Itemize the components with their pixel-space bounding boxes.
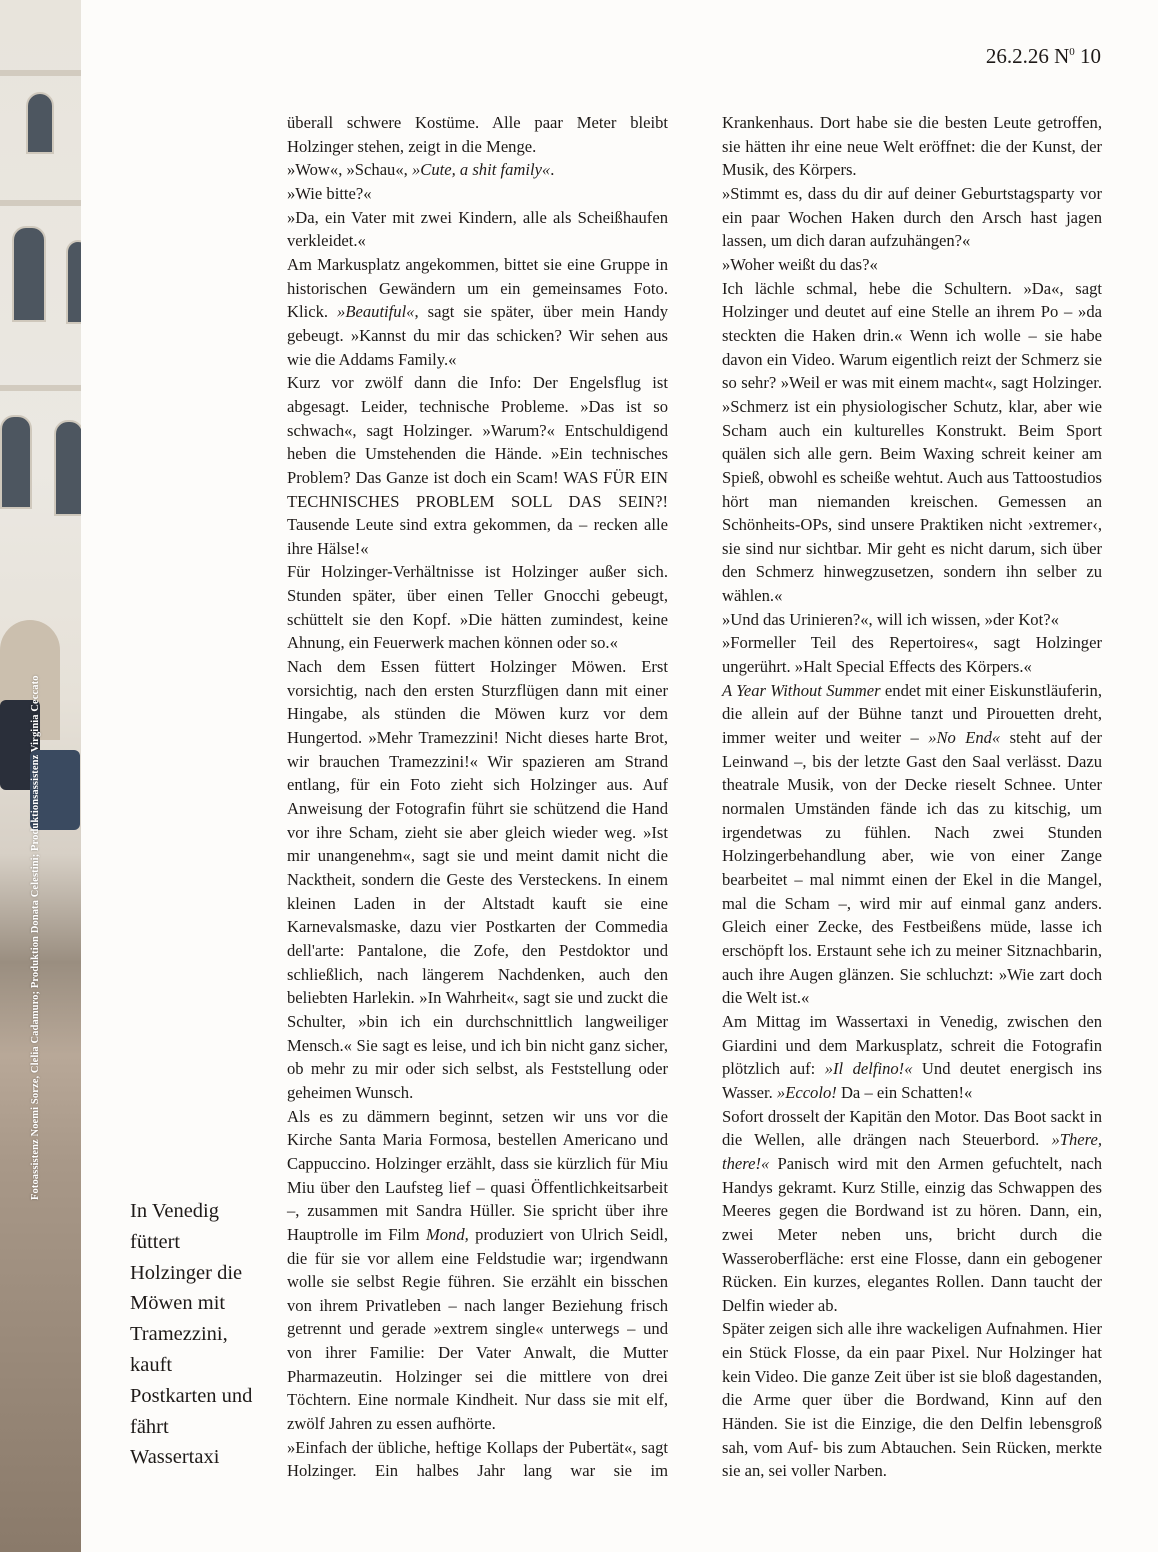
building-cornice (0, 200, 81, 206)
paragraph: Kurz vor zwölf dann die Info: Der Engelsflug ist abgesagt. Leider, technische Probleme. »Das ist so schwach«, sagt Holzinger. »Warum?« Entschuldigend heben die Umstehenden die Hände. »Ein technisches Problem? Das Ganze ist doch ein Scam! WAS FÜR EIN TECHNISCHES PROBLEM SOLL DAS SEIN?! Tausende Leute sind extra gekommen, da – recken alle ihre Hälse!« (287, 373, 668, 558)
building-window (54, 420, 81, 516)
paragraph: Ich lächle schmal, hebe die Schultern. »Da«, sagt Holzinger und deutet auf eine Stelle an ihrem Po – »da steckten die Haken drin.« Wenn ich wolle – sie habe davon ein Video. Warum eigentlich reizt der Schmerz sie so sehr? »Weil er was mit einem macht«, sagt Holzinger. »Schmerz ist ein physiologischer Schutz, klar, aber wie Scham auch ein kulturelles Konstrukt. Beim Sport quälen sich alle gern. Beim Waxing schreit keiner am Spieß, obwohl es scheiße wehtut. Auch aus Tattoostudios hört man niemanden kreischen. Gemessen an Schönheits-OPs, sind unsere Praktiken nicht ›extremer‹, sie sind nur sichtbar. Mir geht es nicht darum, sich über den Schmerz hinwegzusetzen, sondern ihn selber zu wählen.« (722, 278, 1102, 606)
article-column-2 (722, 111, 1102, 1483)
paragraph: »Woher weißt du das?« (722, 254, 878, 274)
building-window (26, 92, 54, 154)
building-cornice (0, 385, 81, 391)
paragraph: A Year Without Summer endet mit einer Eiskunstläuferin, die allein auf der Bühne tanzt und Pirouetten dreht, immer weiter und weiter – »No End« steht auf der Leinwand –, bis der letzte Gast den Saal verlässt. Dazu theatrale Musik, von der Decke rieselt Schnee. Unter normalen Umständen fände ich das zu kitschig, um irgendetwas zu fühlen. Nach zwei Stunden Holzingerbehandlung aber, wie von einer Zange bearbeitet – mal nimmt einen der Ekel in die Mangel, mal die Scham –, wird mir auf einmal ganz anders. Gleich einer Zecke, des Festbeißens müde, lasse ich erschöpft los. Erstaunt sehe ich zu meiner Sitznachbarin, auch ihre Augen glänzen. Sie schluchzt: »Wie zart doch die Welt ist.« (722, 680, 1102, 1008)
paragraph: »Da, ein Vater mit zwei Kindern, alle als Scheißhaufen verkleidet.« (287, 207, 668, 251)
paragraph: Am Mittag im Wassertaxi in Venedig, zwischen den Giardini und dem Markusplatz, schreit die Fotografin plötzlich auf: »Il delfino!« Und deutet energisch ins Wasser. »Eccolo! Da – ein Schatten!« (722, 1011, 1102, 1102)
building-cornice (0, 70, 81, 76)
building-window (0, 415, 32, 509)
building-window (12, 226, 46, 322)
paragraph: »Wie bitte?« (287, 183, 372, 203)
paragraph: »Formeller Teil des Repertoires«, sagt Holzinger ungerührt. »Halt Special Effects des Körpers.« (722, 633, 1102, 677)
article-column-1 (287, 111, 668, 1483)
paragraph: Sofort drosselt der Kapitän den Motor. Das Boot sackt in die Wellen, alle drängen nach Steuerbord. »There, there!« Panisch wird mit den Armen gefuchtelt, nach Handys gekramt. Kurz Stille, einzig das Schwappen des Meeres gegen die Bordwand ist zu hören. Dann, ein, zwei Meter neben uns, bricht durch die Wasseroberfläche: erst eine Flosse, dann ein gebogener Rücken. Ein kurzes, elegantes Rollen. Dann taucht der Delfin wieder ab. (722, 1106, 1102, 1315)
paragraph: »Stimmt es, dass du dir auf deiner Geburtstagsparty vor ein paar Wochen Haken durch den Arsch hast jagen lassen, um dich daran aufzuhängen?« (722, 183, 1102, 251)
photo-credit: Fotoassistenz Noemi Sorze, Clelia Cadamuro; Produktion Donata Celestini; Produktionsassistenz Virginia Ceccato (30, 675, 41, 1200)
paragraph: Nach dem Essen füttert Holzinger Möwen. Erst vorsichtig, nach den ersten Sturzflügen dann mit einer Hingabe, als stünden die Möwen kurz vor dem Hungertod. »Mehr Tramezzini! Nicht dieses harte Brot, wir brauchen Tramezzini!« Wir spazieren am Strand entlang, für ein Foto zieht sich Holzinger aus. Auf Anweisung der Fotografin führt sie schützend die Hand vor ihre Scham, zieht sie aber gleich wieder weg. »Ist mir unangenehm«, sagt sie und meint damit nicht die Nacktheit, sondern die Geste des Versteckens. In einem kleinen Laden in der Altstadt kauft sie eine Karnevalsmaske, dazu vier Postkarten der Commedia dell'arte: Pantalone, die Zofe, den Pestdoktor und schließlich, nach längerem Nachdenken, auch den beliebten Harlekin. »In Wahrheit«, sagt sie und zuckt die Schulter, »bin ich ein durchschnittlich langweiliger Mensch.« Sie sagt es leise, und ich bin nicht ganz sicher, ob mehr zu mir oder sich selbst, als Feststellung oder geheimen Wunsch. (287, 657, 668, 1102)
photo-caption: In Venedig füttert Holzinger die Möwen mit Tramezzini, kauft Postkarten und fährt Wassertaxi (130, 1200, 253, 1469)
paragraph: Für Holzinger-Verhältnisse ist Holzinger außer sich. Stunden später, über einen Teller Gnocchi gebeugt, schüttelt sie den Kopf. »Die hätten zumindest, keine Ahnung, ein Feuerwerk machen können oder so.« (287, 562, 668, 653)
issue-number: 26.2.26 $N^0$ 10 (985, 44, 1101, 68)
paragraph: »Und das Urinieren?«, will ich wissen, »der Kot?« (722, 609, 1059, 629)
paragraph: »Einfach der übliche, heftige Kollaps der Pubertät«, sagt Holzinger. Ein halbes Jahr lang war sie im (287, 1437, 668, 1481)
building-window (66, 240, 81, 324)
venice-photo (0, 0, 81, 1552)
paragraph: überall schwere Kostüme. Alle paar Meter bleibt Holzinger stehen, zeigt in die Menge. (287, 113, 668, 156)
paragraph: Am Markusplatz angekommen, bittet sie eine Gruppe in historischen Gewändern um ein gemeinsames Foto. Klick. »Beautiful«, sagt sie später, über mein Handy gebeugt. »Kannst du mir das schicken? Wir sehen aus wie die Addams Family.« (287, 254, 668, 369)
paragraph: Krankenhaus. Dort habe sie die besten Leute getroffen, sie hätten ihr eine neue Welt eröffnet: die der Kunst, der Musik, des Körpers. (722, 113, 1102, 180)
paragraph: Als es zu dämmern beginnt, setzen wir uns vor die Kirche Santa Maria Formosa, bestellen Americano und Cappuccino. Holzinger erzählt, dass sie kürzlich für Miu Miu über den Laufsteg lief – quasi Öffentlichkeitsarbeit –, zusammen mit Sandra Hüller. Sie spricht über ihre Hauptrolle im Film Mond, produziert von Ulrich Seidl, die für sie vor allem eine Feldstudie war; irgendwann wolle sie selbst Regie führen. Sie erzählt ein bisschen von ihrem Privatleben – nach langer Beziehung frisch getrennt und gerade »extrem single« unterwegs – und von ihrer Familie: Der Vater Anwalt, die Mutter Pharmazeutin. Holzinger sei die mittlere von drei Töchtern. Eine normale Kindheit. Nur dass sie mit elf, zwölf Jahren zu essen aufhörte. (287, 1106, 669, 1434)
paragraph: »Wow«, »Schau«, »Cute, a shit family«. (287, 160, 555, 180)
paragraph: Später zeigen sich alle ihre wackeligen Aufnahmen. Hier ein Stück Flosse, da ein paar Pixel. Nur Holzinger hat kein Video. Die ganze Zeit über ist sie bloß dagestanden, die Arme quer über die Bordwand, Kinn auf den Händen. Sie ist die Einzige, die den Delfin lebensgroß sah, vom Auf- bis zum Abtauchen. Sein Rücken, merkte sie an, sei voller Narben. (722, 1319, 1102, 1481)
